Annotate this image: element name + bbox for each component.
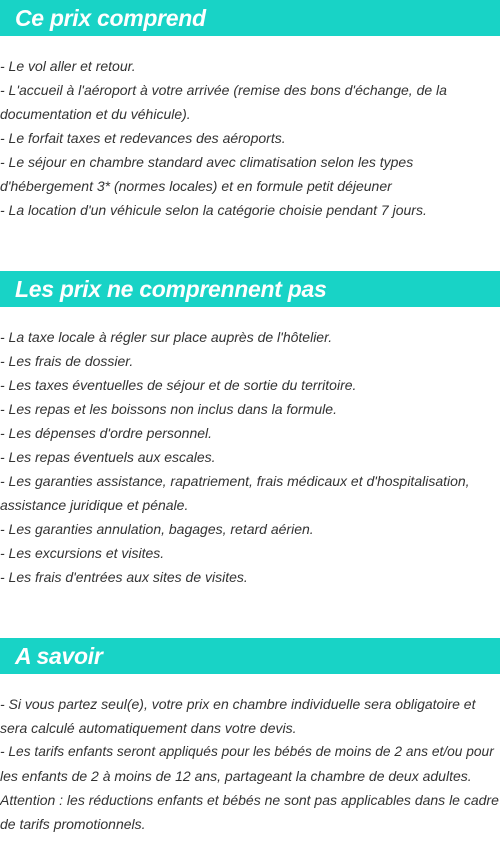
text-line: - Les repas et les boissons non inclus dans la formule. bbox=[0, 401, 337, 417]
section-header bbox=[0, 0, 500, 36]
text-line: les enfants de 2 à moins de 12 ans, partageant la chambre de deux adultes. bbox=[0, 768, 472, 784]
text-line: - La location d'un véhicule selon la catégorie choisie pendant 7 jours. bbox=[0, 202, 427, 218]
text-line: - Les tarifs enfants seront appliqués pour les bébés de moins de 2 ans et/ou pour bbox=[0, 744, 494, 759]
text-line: - Les taxes éventuelles de séjour et de sortie du territoire. bbox=[0, 377, 357, 393]
text-line: - Les garanties annulation, bagages, retard aérien. bbox=[0, 521, 314, 537]
text-line: - Si vous partez seul(e), votre prix en chambre individuelle sera obligatoire et bbox=[0, 696, 476, 712]
section-title: Les prix ne comprennent pas bbox=[15, 275, 327, 302]
text-line: - Les frais d'entrées aux sites de visites. bbox=[0, 569, 248, 585]
section-body bbox=[0, 674, 500, 836]
section-title: A savoir bbox=[15, 642, 103, 669]
text-line: sera calculé automatiquement dans votre devis. bbox=[0, 720, 297, 736]
text-line: - La taxe locale à régler sur place auprès de l'hôtelier. bbox=[0, 329, 333, 345]
text-line: - Les excursions et visites. bbox=[0, 545, 165, 561]
text-line: - Le forfait taxes et redevances des aéroports. bbox=[0, 130, 286, 146]
text-line: d'hébergement 3* (normes locales) et en formule petit déjeuner bbox=[0, 178, 392, 194]
text-line: - L'accueil à l'aéroport à votre arrivée (remise des bons d'échange, de la bbox=[0, 82, 447, 98]
text-line: - Les repas éventuels aux escales. bbox=[0, 449, 216, 465]
section-header bbox=[0, 271, 500, 307]
section-header bbox=[0, 638, 500, 674]
section-body bbox=[0, 307, 500, 589]
text-line: assistance juridique et pénale. bbox=[0, 497, 189, 513]
text-line: - Le séjour en chambre standard avec climatisation selon les types bbox=[0, 154, 414, 170]
text-line: - Les garanties assistance, rapatriement, frais médicaux et d'hospitalisation, bbox=[0, 473, 470, 489]
text-line: documentation et du véhicule). bbox=[0, 106, 191, 122]
section-price-excludes bbox=[0, 271, 500, 589]
text-line: Attention : les réductions enfants et bébés ne sont pas applicables dans le cadre bbox=[0, 792, 499, 808]
text-line: - Les dépenses d'ordre personnel. bbox=[0, 425, 213, 441]
text-line: - Les frais de dossier. bbox=[0, 353, 134, 369]
text-line: de tarifs promotionnels. bbox=[0, 816, 146, 832]
section-body bbox=[0, 36, 500, 222]
section-title: Ce prix comprend bbox=[15, 4, 206, 31]
section-price-includes bbox=[0, 0, 500, 222]
text-line: - Le vol aller et retour. bbox=[0, 58, 136, 74]
section-good-to-know bbox=[0, 638, 500, 836]
